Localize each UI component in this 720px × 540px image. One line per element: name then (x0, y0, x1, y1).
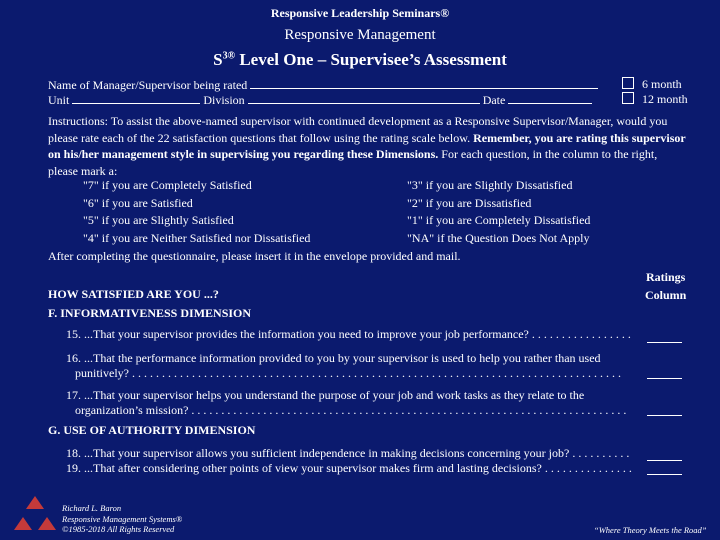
option-12-label: 12 month (642, 92, 688, 106)
after-completion-text: After completing the questionnaire, please insert it in the envelope provided and mail. (48, 249, 461, 263)
ratings-header-line1: Ratings (646, 270, 686, 284)
option-6-month[interactable] (622, 77, 682, 92)
scale-item-6: "6" if you are Satisfied (83, 195, 193, 210)
section-g-title: G. USE OF AUTHORITY DIMENSION (48, 423, 256, 437)
instructions-text: Instructions: To assist the above-named supervisor with continued development as a Responsive Supervisor/Manager, would you please rate each of the 22 satisfaction questions that follow using the rating scale below. (48, 114, 668, 145)
unit-input-line[interactable] (72, 92, 200, 104)
scale-item-5: "5" if you are Slightly Satisfied (83, 213, 234, 227)
question-16-line2: punitively? . . . . . . . . . . . . . . . . . . . . . . . . . . . . . . . . . . . . . . . . . . . . . . . . . . . . . . . . . . . . . . . . . . . . . . . . . . . . . . . . . . (75, 365, 621, 380)
question-17-line2: organization’s mission? . . . . . . . . . . . . . . . . . . . . . . . . . . . . . . . . . . . . . . . . . . . . . . . . . . . . . . . . . . . . . . . . . . . . . . . . . (75, 402, 627, 417)
instructions (48, 113, 688, 179)
name-input-line[interactable] (250, 77, 598, 89)
footer-credits (62, 503, 182, 535)
rating-blank-15[interactable] (647, 342, 682, 343)
question-16-line1: 16. ...That the performance information provided to you by your supervisor is used to help you rather than used (66, 351, 601, 365)
scale-item-7: "7" if you are Completely Satisfied (83, 178, 252, 192)
division-label: Division (203, 93, 245, 107)
assessment-title (0, 50, 720, 70)
scale-left-column (83, 177, 310, 247)
name-label: Name of Manager/Supervisor being rated (48, 78, 248, 92)
question-18: 18. ...That your supervisor allows you sufficient independence in making decisions concerning your job? . . . . . . . . . . (66, 446, 630, 460)
date-label: Date (482, 93, 506, 107)
rating-blank-19[interactable] (647, 474, 682, 475)
company-logo-icon (12, 496, 58, 536)
instructions-emphasis: Remember, you are rating this supervisor on his/her management style in supervising you regarding these Dimensions. (48, 130, 686, 161)
name-field-row (48, 77, 598, 93)
title-rest: Level One – Supervisee’s Assessment (235, 50, 507, 69)
rating-blank-16[interactable] (647, 378, 682, 379)
checkbox-6-month[interactable] (622, 77, 634, 89)
option-12-month[interactable] (622, 92, 688, 107)
checkbox-12-month[interactable] (622, 92, 634, 104)
title-superscript: 3® (222, 50, 236, 62)
option-6-label: 6 month (642, 77, 682, 91)
footer-copyright: ©1985-2018 All Rights Reserved (62, 524, 175, 534)
scale-item-2: "2" if you are Dissatisfied (407, 195, 532, 210)
footer-company: Responsive Management Systems® (62, 513, 183, 524)
scale-item-4: "4" if you are Neither Satisfied nor Dissatisfied (83, 230, 311, 245)
ratings-header-line2: Column (645, 288, 687, 302)
scale-item-3: "3" if you are Slightly Dissatisfied (407, 178, 573, 192)
unit-field-row (48, 92, 592, 108)
question-17 (66, 388, 626, 417)
scale-item-1: "1" if you are Completely Dissatisfied (407, 213, 591, 227)
question-19: 19. ...That after considering other points of view your supervisor makes firm and lasting decisions? . . . . . . . . . . . . . . . (66, 461, 632, 475)
section-f-title: F. INFORMATIVENESS DIMENSION (48, 306, 252, 320)
question-17-line1: 17. ...That your supervisor helps you understand the purpose of your job and work tasks as they relate to the (66, 388, 585, 402)
footer-author: Richard L. Baron (62, 503, 122, 513)
date-input-line[interactable] (508, 92, 592, 104)
seminar-title: Responsive Leadership Seminars® (270, 6, 450, 20)
ratings-column-header (645, 268, 686, 304)
question-header: HOW SATISFIED ARE YOU ...? (48, 287, 219, 301)
instructions-text-2: For each question, in the column to the right, please mark a: (48, 147, 658, 178)
scale-item-na: "NA" if the Question Does Not Apply (407, 230, 590, 245)
question-15: 15. ...That your supervisor provides the information you need to improve your job performance? . . . . . . . . . . . . . . . . . (66, 327, 631, 341)
rating-blank-17[interactable] (647, 415, 682, 416)
question-16 (66, 351, 621, 380)
title-prefix: S (213, 50, 223, 69)
division-input-line[interactable] (248, 92, 480, 104)
footer-motto: “Where Theory Meets the Road” (594, 525, 707, 535)
scale-right-column (407, 177, 590, 247)
program-title: Responsive Management (284, 27, 436, 43)
rating-blank-18[interactable] (647, 460, 682, 461)
unit-label: Unit (48, 93, 70, 107)
